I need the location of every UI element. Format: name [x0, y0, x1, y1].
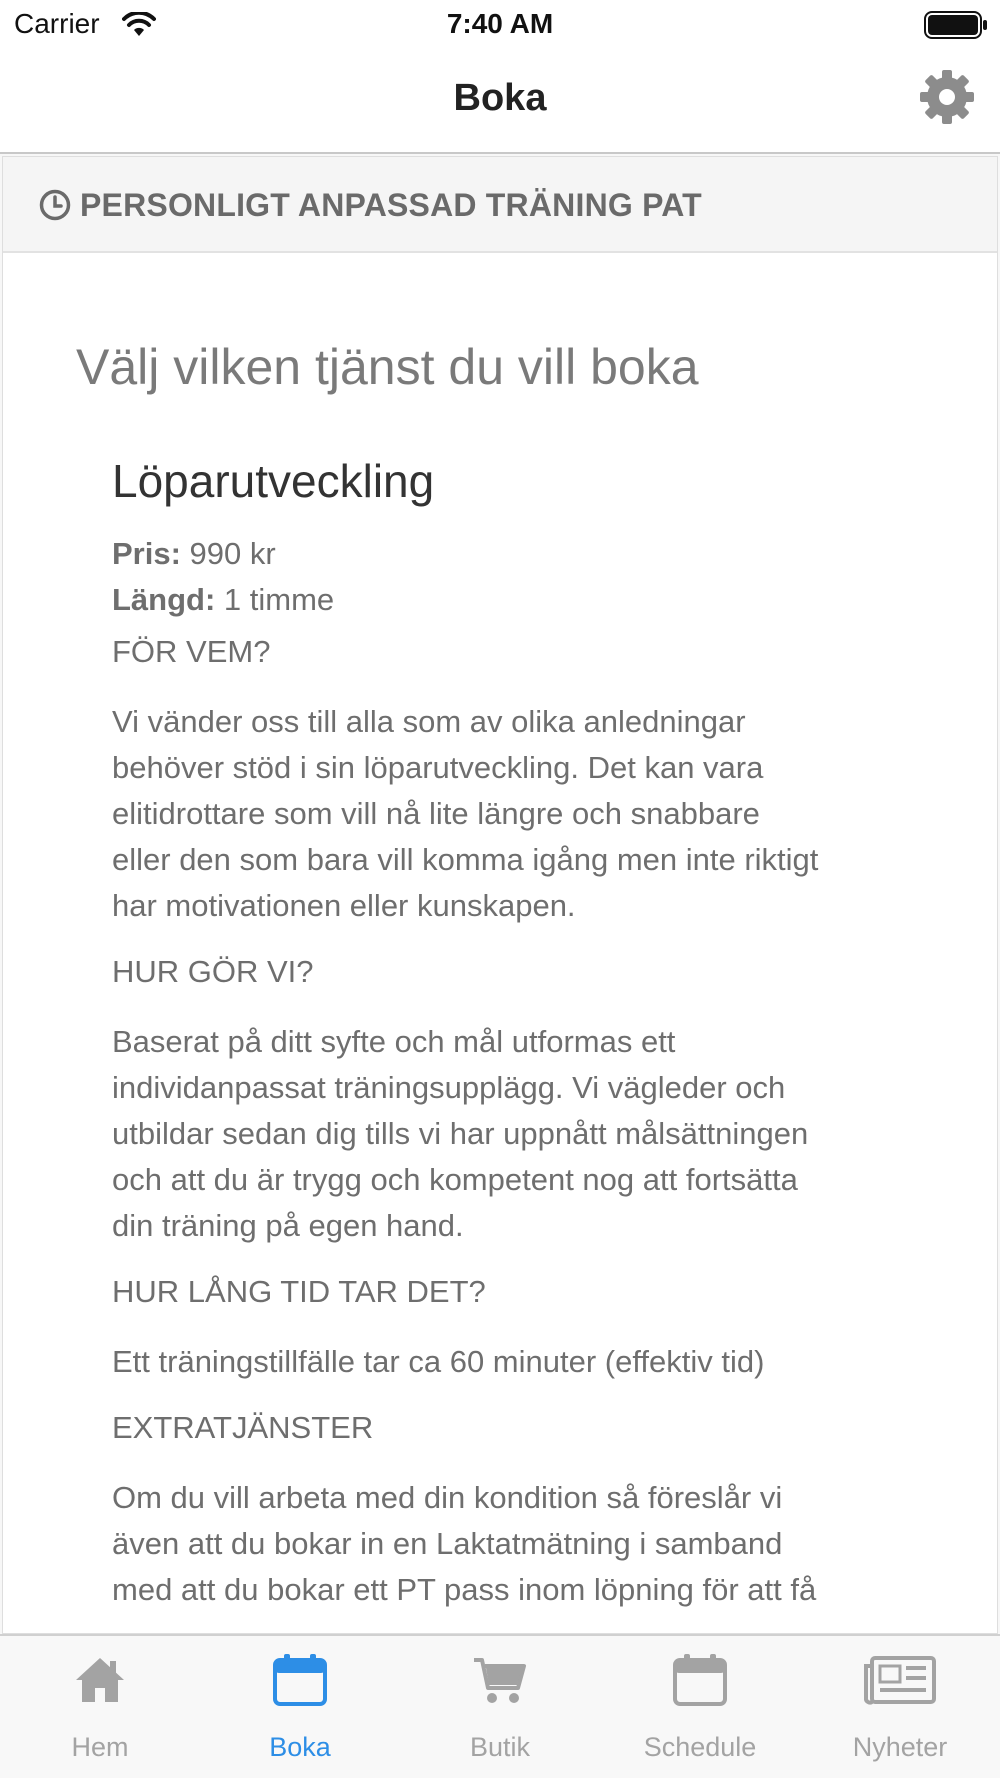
battery-icon — [924, 10, 988, 40]
service-name[interactable]: Löparutveckling — [112, 455, 435, 507]
section-title-extratjanster: EXTRATJÄNSTER — [112, 1410, 374, 1445]
section-title-hur-gor-vi: HUR GÖR VI? — [112, 954, 314, 989]
tab-label: Nyheter — [852, 1732, 948, 1762]
home-icon — [72, 1652, 128, 1708]
price-row — [112, 531, 896, 577]
length-value: 1 timme — [215, 582, 335, 617]
status-time: 7:40 AM — [446, 8, 554, 39]
tab-label: Hem — [71, 1732, 129, 1762]
newspaper-icon — [864, 1652, 936, 1708]
status-bar — [0, 0, 1000, 50]
price-label: Pris: — [112, 536, 181, 571]
card-body — [3, 253, 997, 1613]
tab-label: Boka — [269, 1732, 331, 1762]
cart-icon — [472, 1652, 528, 1708]
section-heading: Välj vilken tjänst du vill boka — [76, 339, 699, 395]
tab-nyheter[interactable] — [800, 1636, 1000, 1778]
section-text-hur-gor-vi: Baserat på ditt syfte och mål utformas ett individanpassat träningsupplägg. Vi vägleder och utbildar sedan dig tills vi har uppnått målsättningen och att du är trygg och kompetent nog att fortsätta din träning på egen hand. — [112, 1024, 809, 1243]
carrier-label: Carrier — [14, 8, 100, 39]
section-text-hur-lang-tid: Ett träningstillfälle tar ca 60 minuter (effektiv tid) — [112, 1344, 765, 1379]
card-header — [3, 157, 997, 253]
content-area[interactable] — [0, 154, 1000, 1634]
tab-hem[interactable] — [0, 1636, 200, 1778]
length-label: Längd: — [112, 582, 216, 617]
service-item[interactable] — [76, 399, 896, 1613]
tab-label: Schedule — [643, 1732, 757, 1762]
tab-butik[interactable] — [400, 1636, 600, 1778]
navigation-bar — [0, 50, 1000, 154]
section-text-for-vem: Vi vänder oss till alla som av olika anledningar behöver stöd i sin löparutveckling. Det kan vara elitidrottare som vill nå lite längre och snabbare eller den som bara vill komma igång men inte riktigt har motivationen eller kunskapen. — [112, 704, 819, 923]
tab-schedule[interactable] — [600, 1636, 800, 1778]
clock-icon — [39, 189, 71, 221]
gear-icon[interactable] — [918, 68, 976, 126]
tab-label: Butik — [469, 1732, 531, 1762]
tab-boka[interactable] — [200, 1636, 400, 1778]
tab-bar — [0, 1634, 1000, 1778]
price-value: 990 kr — [180, 536, 276, 571]
calendar-icon — [672, 1652, 728, 1708]
calendar-icon — [272, 1652, 328, 1708]
card-header-title: PERSONLIGT ANPASSAD TRÄNING PAT — [80, 187, 702, 223]
length-row — [112, 577, 896, 623]
page-title: Boka — [453, 77, 547, 119]
section-title-for-vem: FÖR VEM? — [112, 634, 271, 669]
section-text-extratjanster: Om du vill arbeta med din kondition så föreslår vi även att du bokar in en Laktatmätning i samband med att du bokar ett PT pass inom löpning för att få — [112, 1480, 817, 1607]
section-title-hur-lang-tid: HUR LÅNG TID TAR DET? — [112, 1274, 486, 1309]
booking-card — [2, 156, 998, 1634]
